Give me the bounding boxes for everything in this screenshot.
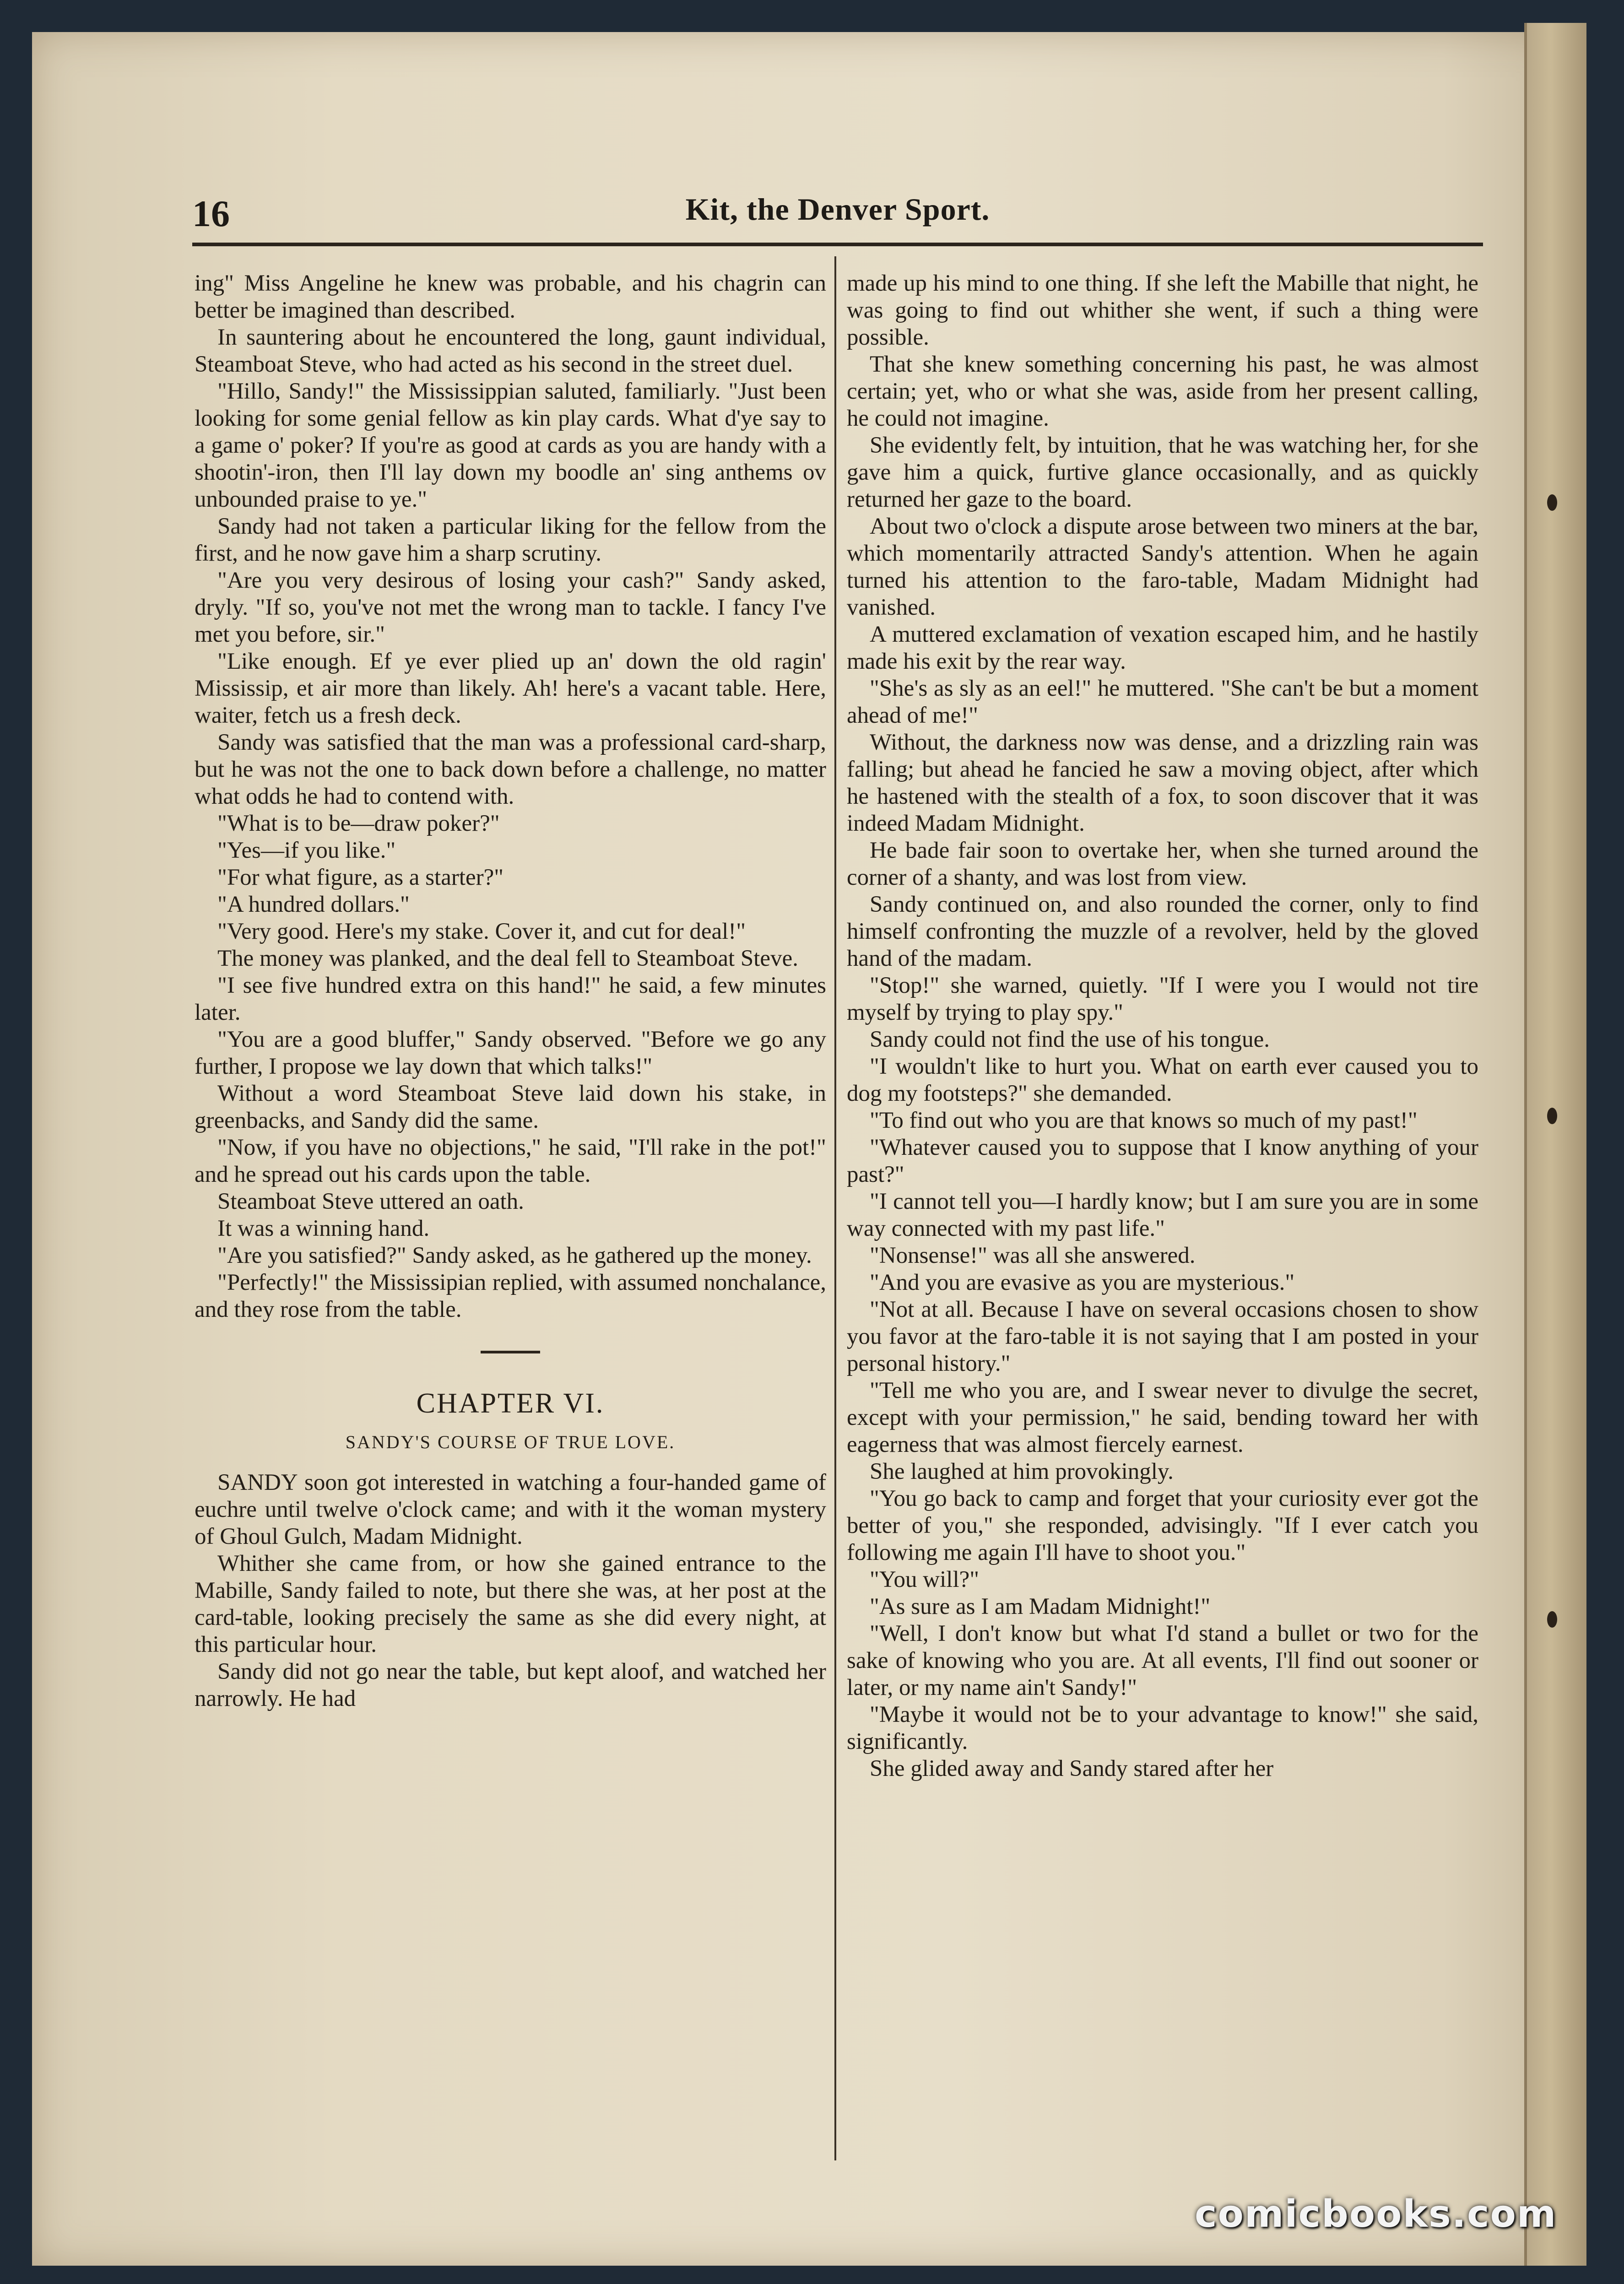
paragraph: "To find out who you are that knows so much of my past!" bbox=[870, 1108, 1418, 1133]
paragraph: Without, the darkness now was dense, and a drizzling rain was falling; but ahead he fancied he saw a moving object, after which he hastened with the stealth of a fox, to soon discover that it was indeed Madam Midnight. bbox=[847, 730, 1478, 836]
page-header bbox=[192, 183, 1483, 233]
paragraph: made up his mind to one thing. If she left the Mabille that night, he was going to find out whither she went, if such a thing were possible. bbox=[847, 271, 1478, 350]
paragraph: Whither she came from, or how she gained entrance to the Mabille, Sandy failed to note, but there she was, at her post at the card-table, looking precisely the same as she did every night, at this particular hour. bbox=[195, 1551, 826, 1657]
paragraph: She glided away and Sandy stared after her bbox=[870, 1756, 1274, 1781]
paragraph: Sandy could not find the use of his tongue. bbox=[870, 1027, 1270, 1052]
paragraph: Without a word Steamboat Steve laid down his stake, in greenbacks, and Sandy did the same. bbox=[195, 1081, 826, 1133]
paragraph: "Hillo, Sandy!" the Mississippian saluted, familiarly. "Just been looking for some genial fellow as kin play cards. What d'ye say to a game o' poker? If you're as good at cards as you are handy with a shootin'-iron, then I'll lay down my boodle an' sing anthems ov unbounded praise to ye." bbox=[195, 379, 826, 512]
paragraph: "For what figure, as a starter?" bbox=[217, 865, 504, 890]
paragraph: Sandy continued on, and also rounded the corner, only to find himself confronting the muzzle of a revolver, held by the gloved hand of the madam. bbox=[847, 892, 1478, 971]
paragraph: "You go back to camp and forget that your curiosity ever got the better of you," she responded, advisingly. "If I ever catch you following me again I'll have to shoot you." bbox=[847, 1486, 1478, 1565]
paragraph: Sandy did not go near the table, but kept aloof, and watched her narrowly. He had bbox=[195, 1659, 826, 1711]
paragraph: "I cannot tell you—I hardly know; but I am sure you are in some way connected with my past life." bbox=[847, 1189, 1478, 1241]
paragraph: "Whatever caused you to suppose that I know anything of your past?" bbox=[847, 1135, 1478, 1187]
paragraph: "Stop!" she warned, quietly. "If I were you I would not tire myself by trying to play spy." bbox=[847, 973, 1478, 1025]
paragraph: "Are you very desirous of losing your cash?" Sandy asked, dryly. "If so, you've not met the wrong man to tackle. I fancy I've met you before, sir." bbox=[195, 568, 826, 647]
column-divider bbox=[834, 256, 836, 2160]
paragraph: Steamboat Steve uttered an oath. bbox=[217, 1189, 524, 1214]
paragraph: "And you are evasive as you are mysterious." bbox=[870, 1270, 1295, 1295]
left-column bbox=[195, 270, 826, 1712]
paragraph: "Like enough. Ef ye ever plied up an' down the old ragin' Mississip, et air more than likely. Ah! here's a vacant table. Here, waiter, fetch us a fresh deck. bbox=[195, 649, 826, 728]
right-column-text bbox=[847, 270, 1478, 1782]
paragraph: "Not at all. Because I have on several occasions chosen to show you favor at the faro-table it is not saying that I am posted in your personal history." bbox=[847, 1297, 1478, 1376]
paragraph: "Nonsense!" was all she answered. bbox=[870, 1243, 1196, 1268]
page-number: 16 bbox=[192, 193, 230, 234]
paragraph: She evidently felt, by intuition, that he was watching her, for she gave him a quick, furtive glance occasionally, and as quickly returned her gaze to the board. bbox=[847, 433, 1478, 512]
paragraph: The money was planked, and the deal fell to Steamboat Steve. bbox=[217, 946, 798, 971]
paragraph: A muttered exclamation of vexation escaped him, and he hastily made his exit by the rear way. bbox=[847, 622, 1478, 674]
paragraph: SANDY soon got interested in watching a four-handed game of euchre until twelve o'clock came; and with it the woman mystery of Ghoul Gulch, Madam Midnight. bbox=[195, 1470, 826, 1549]
page-edge bbox=[1524, 23, 1586, 2266]
paragraph: "I see five hundred extra on this hand!" he said, a few minutes later. bbox=[195, 973, 826, 1025]
paragraph: "You will?" bbox=[870, 1567, 980, 1592]
paragraph: "She's as sly as an eel!" he muttered. "She can't be but a moment ahead of me!" bbox=[847, 676, 1478, 728]
paragraph: "Perfectly!" the Mississipian replied, with assumed nonchalance, and they rose from the table. bbox=[195, 1270, 826, 1322]
paragraph: "As sure as I am Madam Midnight!" bbox=[870, 1594, 1211, 1619]
paragraph: "A hundred dollars." bbox=[217, 892, 410, 917]
left-column-text bbox=[195, 270, 826, 1323]
binding-hole bbox=[1547, 494, 1557, 511]
paragraph: "I wouldn't like to hurt you. What on earth ever caused you to dog my footsteps?" she demanded. bbox=[847, 1054, 1478, 1106]
header-rule bbox=[192, 243, 1483, 246]
paragraph: "Yes—if you like." bbox=[217, 838, 396, 863]
paragraph: She laughed at him provokingly. bbox=[870, 1459, 1174, 1484]
paragraph: "Are you satisfied?" Sandy asked, as he gathered up the money. bbox=[217, 1243, 812, 1268]
paragraph: "Well, I don't know but what I'd stand a bullet or two for the sake of knowing who you are. At all events, I'll find out sooner or later, or my name ain't Sandy!" bbox=[847, 1621, 1478, 1700]
chapter-subtitle: SANDY'S COURSE OF TRUE LOVE. bbox=[345, 1432, 676, 1452]
running-title: Kit, the Denver Sport. bbox=[685, 192, 990, 227]
right-column bbox=[847, 270, 1478, 1782]
paragraph: "Now, if you have no objections," he said, "I'll rake in the pot!" and he spread out his cards upon the table. bbox=[195, 1135, 826, 1187]
chapter-text bbox=[195, 1469, 826, 1712]
paragraph: In sauntering about he encountered the long, gaunt individual, Steamboat Steve, who had acted as his second in the street duel. bbox=[195, 325, 826, 377]
paragraph: "Tell me who you are, and I swear never to divulge the secret, except with your permission," he said, bending toward her with eagerness that was almost fiercely earnest. bbox=[847, 1378, 1478, 1457]
paragraph: "What is to be—draw poker?" bbox=[217, 811, 500, 836]
paragraph: ing" Miss Angeline he knew was probable, and his chagrin can better be imagined than described. bbox=[195, 271, 826, 323]
binding-hole bbox=[1547, 1108, 1557, 1124]
chapter-title: CHAPTER VI. bbox=[416, 1388, 605, 1419]
binding-hole bbox=[1547, 1611, 1557, 1628]
paragraph: "You are a good bluffer," Sandy observed. "Before we go any further, I propose we lay down that which talks!" bbox=[195, 1027, 826, 1079]
paragraph: Sandy was satisfied that the man was a professional card-sharp, but he was not the one to back down before a challenge, no matter what odds he had to contend with. bbox=[195, 730, 826, 809]
section-separator bbox=[481, 1351, 540, 1353]
paragraph: That she knew something concerning his past, he was almost certain; yet, who or what she was, aside from her present calling, he could not imagine. bbox=[847, 352, 1478, 431]
paragraph: Sandy had not taken a particular liking for the fellow from the first, and he now gave him a sharp scrutiny. bbox=[195, 514, 826, 566]
watermark: comicbooks.com bbox=[1195, 2192, 1557, 2236]
paragraph: He bade fair soon to overtake her, when she turned around the corner of a shanty, and was lost from view. bbox=[847, 838, 1478, 890]
paragraph: About two o'clock a dispute arose between two miners at the bar, which momentarily attracted Sandy's attention. When he again turned his attention to the faro-table, Madam Midnight had vanished. bbox=[847, 514, 1478, 620]
paragraph: "Maybe it would not be to your advantage to know!" she said, significantly. bbox=[847, 1702, 1478, 1754]
paragraph: It was a winning hand. bbox=[217, 1216, 430, 1241]
paragraph: "Very good. Here's my stake. Cover it, and cut for deal!" bbox=[217, 919, 746, 944]
